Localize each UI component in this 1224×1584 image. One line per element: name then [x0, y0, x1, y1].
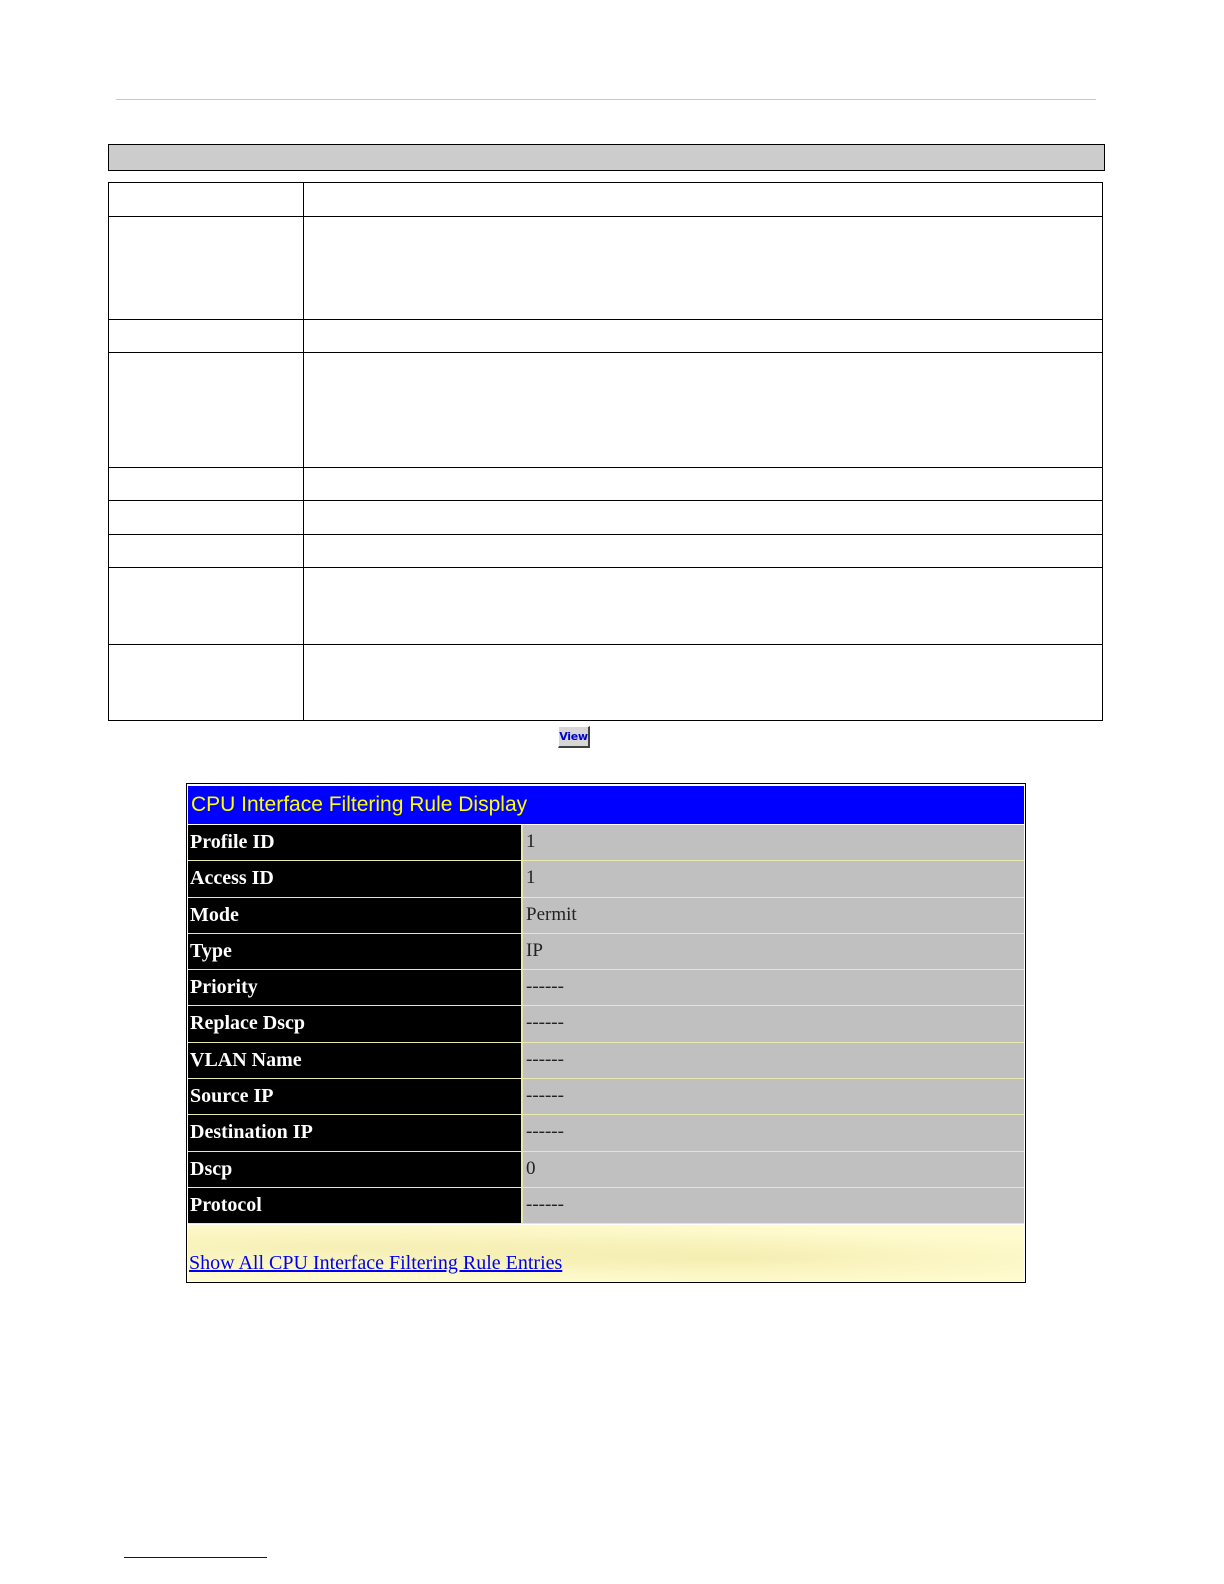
- rule-row-vlan-name: [188, 1043, 1024, 1079]
- row-value: ------: [523, 1079, 1024, 1114]
- rule-row-type: [188, 934, 1024, 970]
- table-row: [109, 645, 1103, 721]
- table-row: [109, 217, 1103, 320]
- rule-row-profile-id: [188, 825, 1024, 861]
- panel-footer: [188, 1225, 1024, 1281]
- parameter-table: [108, 182, 1103, 721]
- footer-divider: [124, 1557, 267, 1558]
- row-label: Access ID: [188, 861, 523, 896]
- show-all-entries-link[interactable]: Show All CPU Interface Filtering Rule Entries: [189, 1252, 563, 1274]
- table-row: [109, 183, 1103, 217]
- table-row: [109, 468, 1103, 501]
- rule-rows: [188, 825, 1024, 1224]
- view-button[interactable]: View: [558, 726, 590, 748]
- row-value: IP: [523, 934, 1024, 969]
- rule-row-priority: [188, 970, 1024, 1006]
- row-value: Permit: [523, 898, 1024, 933]
- rule-row-mode: [188, 898, 1024, 934]
- row-value: 1: [523, 825, 1024, 860]
- row-label: Replace Dscp: [188, 1006, 523, 1041]
- table-row: [109, 320, 1103, 353]
- row-label: Destination IP: [188, 1115, 523, 1150]
- row-value: ------: [523, 1043, 1024, 1078]
- row-label: Profile ID: [188, 825, 523, 860]
- rule-row-protocol: [188, 1188, 1024, 1224]
- row-label: Dscp: [188, 1152, 523, 1187]
- rule-row-source-ip: [188, 1079, 1024, 1115]
- row-label: VLAN Name: [188, 1043, 523, 1078]
- rule-row-replace-dscp: [188, 1006, 1024, 1042]
- row-value: ------: [523, 1188, 1024, 1223]
- row-label: Priority: [188, 970, 523, 1005]
- table-header-bar: [108, 144, 1105, 171]
- row-value: ------: [523, 1006, 1024, 1041]
- row-value: ------: [523, 970, 1024, 1005]
- rule-row-dscp: [188, 1152, 1024, 1188]
- row-label: Mode: [188, 898, 523, 933]
- rule-row-access-id: [188, 861, 1024, 897]
- row-value: 0: [523, 1152, 1024, 1187]
- rule-row-destination-ip: [188, 1115, 1024, 1151]
- row-label: Protocol: [188, 1188, 523, 1223]
- row-label: Source IP: [188, 1079, 523, 1114]
- row-label: Type: [188, 934, 523, 969]
- top-divider: [116, 99, 1096, 100]
- row-value: ------: [523, 1115, 1024, 1150]
- table-row: [109, 353, 1103, 468]
- table-row: [109, 501, 1103, 535]
- table-row: [109, 535, 1103, 568]
- panel-title: CPU Interface Filtering Rule Display: [188, 786, 1024, 824]
- cpu-filtering-rule-panel: [186, 783, 1026, 1283]
- table-row: [109, 568, 1103, 645]
- row-value: 1: [523, 861, 1024, 896]
